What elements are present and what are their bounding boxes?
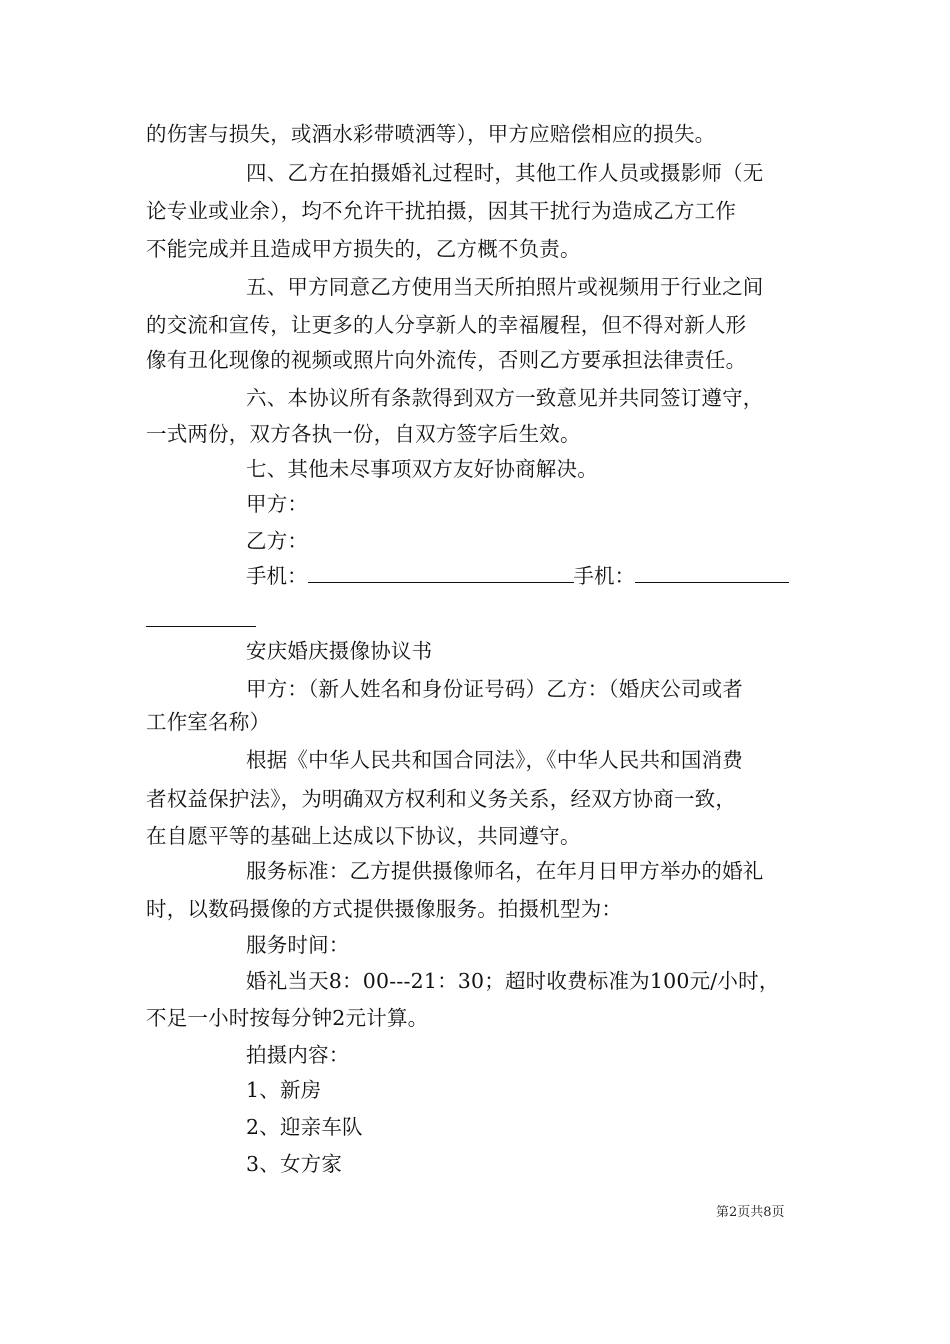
paragraph-line: 一式两份，双方各执一份，自双方签字后生效。	[146, 422, 581, 446]
paragraph-line: 根据《中华人民共和国合同法》，《中华人民共和国消费	[246, 748, 743, 772]
phone-label: 手机：	[573, 564, 635, 588]
paragraph-line: 婚礼当天8：00---21：30；超时收费标准为100元/小时，	[246, 969, 780, 993]
party-b-label: 乙方：	[246, 529, 309, 553]
paragraph-line: 工作室名称）	[146, 710, 271, 734]
paragraph-line: 六、本协议所有条款得到双方一致意见并共同签订遵守，	[246, 386, 764, 410]
paragraph-line: 的伤害与损失，或酒水彩带喷洒等），甲方应赔偿相应的损失。	[146, 122, 716, 146]
paragraph-line: 时，以数码摄像的方式提供摄像服务。拍摄机型为：	[146, 897, 623, 921]
phone-blank	[308, 562, 574, 583]
paragraph-line: 者权益保护法》，为明确双方权利和义务关系，经双方协商一致，	[146, 787, 737, 811]
phone-label: 手机：	[246, 564, 308, 588]
phone-blank-continued	[146, 606, 256, 627]
paragraph-line: 的交流和宣传，让更多的人分享新人的幸福履程，但不得对新人形	[146, 313, 747, 337]
paragraph-line: 不足一小时按每分钟2元计算。	[146, 1006, 429, 1030]
shooting-content-label: 拍摄内容：	[246, 1043, 350, 1067]
list-item: 2、迎亲车队	[246, 1115, 363, 1139]
agreement-title: 安庆婚庆摄像协议书	[246, 639, 433, 663]
paragraph-line: 服务标准：乙方提供摄像师名，在年月日甲方举办的婚礼	[246, 859, 764, 883]
paragraph-line: 论专业或业余），均不允许干扰拍摄，因其干扰行为造成乙方工作	[146, 199, 737, 223]
party-a-label: 甲方：	[246, 492, 309, 516]
paragraph-line: 不能完成并且造成甲方损失的，乙方概不负责。	[146, 237, 581, 261]
paragraph-line: 七、其他未尽事项双方友好协商解决。	[246, 457, 598, 481]
paragraph-line: 像有丑化现像的视频或照片向外流传，否则乙方要承担法律责任。	[146, 348, 747, 372]
service-time-label: 服务时间：	[246, 933, 350, 957]
phone-blank	[635, 562, 789, 583]
list-item: 1、新房	[246, 1078, 322, 1102]
list-item: 3、女方家	[246, 1152, 343, 1176]
page-number: 第2页共8页	[716, 1205, 785, 1220]
phone-line	[246, 562, 789, 590]
paragraph-line: 四、乙方在拍摄婚礼过程时，其他工作人员或摄影师（无	[246, 161, 764, 185]
paragraph-line: 甲方：（新人姓名和身份证号码）乙方：（婚庆公司或者	[246, 677, 743, 701]
paragraph-line: 五、甲方同意乙方使用当天所拍照片或视频用于行业之间	[246, 275, 764, 299]
paragraph-line: 在自愿平等的基础上达成以下协议，共同遵守。	[146, 824, 581, 848]
